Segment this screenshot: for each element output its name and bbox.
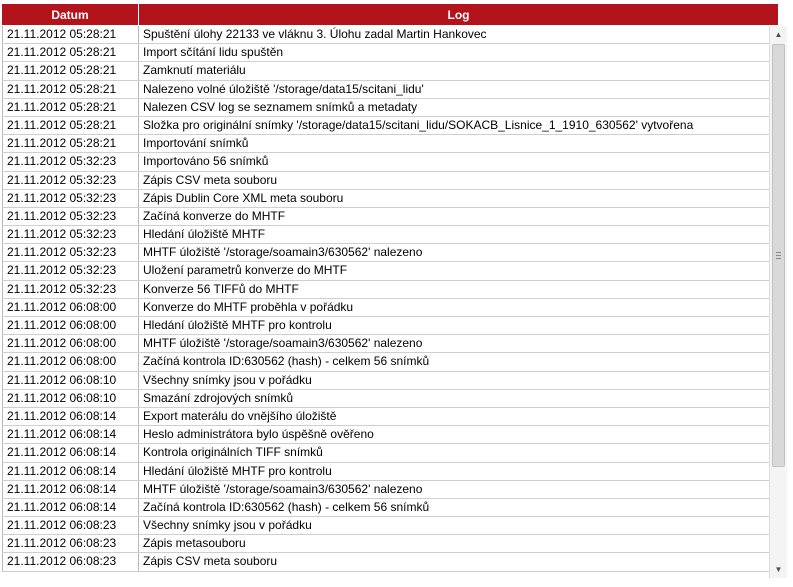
cell-date: 21.11.2012 05:28:21 (2, 44, 139, 61)
table-row (2, 553, 778, 571)
table-row (2, 317, 778, 335)
table-row (2, 117, 778, 135)
cell-log: Začíná konverze do MHTF (139, 208, 778, 225)
cell-log: Všechny snímky jsou v pořádku (139, 517, 778, 534)
table-row (2, 62, 778, 80)
log-table (2, 4, 778, 578)
cell-log: Nalezeno volné úložiště '/storage/data15/scitani_lidu' (139, 81, 778, 98)
cell-date: 21.11.2012 06:08:00 (2, 317, 139, 334)
table-row (2, 262, 778, 280)
table-row (2, 535, 778, 553)
grip-lines-icon (776, 252, 781, 259)
table-row (2, 244, 778, 262)
cell-log: Konverze 56 TIFFů do MHTF (139, 281, 778, 298)
cell-log: Uložení parametrů konverze do MHTF (139, 262, 778, 279)
cell-date: 21.11.2012 06:08:14 (2, 463, 139, 480)
cell-log: Hledání úložiště MHTF pro kontrolu (139, 463, 778, 480)
cell-log: Složka pro originální snímky '/storage/data15/scitani_lidu/SOKACB_Lisnice_1_1910_630562' vytvořena (139, 117, 778, 134)
cell-date: 21.11.2012 05:28:21 (2, 99, 139, 116)
cell-date: 21.11.2012 05:32:23 (2, 190, 139, 207)
table-row (2, 172, 778, 190)
cell-date: 21.11.2012 05:28:21 (2, 135, 139, 152)
cell-log: Zamknutí materiálu (139, 62, 778, 79)
table-row (2, 135, 778, 153)
cell-log: Kontrola originálních TIFF snímků (139, 444, 778, 461)
table-row (2, 226, 778, 244)
table-row (2, 499, 778, 517)
cell-date: 21.11.2012 06:08:23 (2, 535, 139, 552)
table-row (2, 190, 778, 208)
cell-date: 21.11.2012 06:08:14 (2, 426, 139, 443)
cell-date: 21.11.2012 05:28:21 (2, 62, 139, 79)
cell-log: Heslo administrátora bylo úspěšně ověřeno (139, 426, 778, 443)
arrow-up-icon[interactable]: ▲ (774, 30, 783, 39)
arrow-down-icon[interactable]: ▼ (774, 565, 783, 574)
cell-date: 21.11.2012 05:32:23 (2, 208, 139, 225)
cell-date: 21.11.2012 06:08:14 (2, 444, 139, 461)
table-row (2, 335, 778, 353)
cell-log: Importováno 56 snímků (139, 153, 778, 170)
cell-date: 21.11.2012 06:08:10 (2, 372, 139, 389)
vertical-scrollbar[interactable] (769, 26, 787, 578)
cell-date: 21.11.2012 06:08:10 (2, 390, 139, 407)
table-row (2, 426, 778, 444)
table-row (2, 390, 778, 408)
cell-log: MHTF úložiště '/storage/soamain3/630562' nalezeno (139, 244, 778, 261)
cell-log: Spuštění úlohy 22133 ve vláknu 3. Úlohu zadal Martin Hankovec (139, 26, 778, 43)
cell-log: Export materálu do vnějšího úložiště (139, 408, 778, 425)
cell-log: Hledání úložiště MHTF (139, 226, 778, 243)
cell-date: 21.11.2012 06:08:14 (2, 408, 139, 425)
cell-date: 21.11.2012 06:08:00 (2, 335, 139, 352)
cell-date: 21.11.2012 06:08:23 (2, 553, 139, 570)
cell-log: Všechny snímky jsou v pořádku (139, 372, 778, 389)
cell-date: 21.11.2012 05:28:21 (2, 117, 139, 134)
cell-date: 21.11.2012 05:28:21 (2, 81, 139, 98)
cell-log: Import sčítání lidu spuštěn (139, 44, 778, 61)
column-header-log[interactable]: Log (139, 4, 778, 25)
cell-date: 21.11.2012 05:32:23 (2, 244, 139, 261)
cell-log: Hledání úložiště MHTF pro kontrolu (139, 317, 778, 334)
cell-log: Začíná kontrola ID:630562 (hash) - celkem 56 snímků (139, 499, 778, 516)
cell-log: Zápis Dublin Core XML meta souboru (139, 190, 778, 207)
cell-date: 21.11.2012 06:08:00 (2, 299, 139, 316)
cell-date: 21.11.2012 06:08:14 (2, 499, 139, 516)
column-header-date[interactable]: Datum (2, 4, 139, 25)
cell-log: Zápis CSV meta souboru (139, 553, 778, 570)
table-row (2, 299, 778, 317)
table-row (2, 44, 778, 62)
table-row (2, 517, 778, 535)
cell-log: Zápis CSV meta souboru (139, 172, 778, 189)
cell-date: 21.11.2012 06:08:14 (2, 481, 139, 498)
cell-date: 21.11.2012 05:32:23 (2, 226, 139, 243)
cell-date: 21.11.2012 05:32:23 (2, 153, 139, 170)
table-header (2, 4, 778, 25)
cell-log: Importování snímků (139, 135, 778, 152)
cell-date: 21.11.2012 05:28:21 (2, 26, 139, 43)
cell-log: Nalezen CSV log se seznamem snímků a metadaty (139, 99, 778, 116)
table-row (2, 372, 778, 390)
scrollbar-thumb[interactable] (772, 44, 785, 467)
cell-log: Konverze do MHTF proběhla v pořádku (139, 299, 778, 316)
table-row (2, 481, 778, 499)
table-row (2, 81, 778, 99)
table-row (2, 408, 778, 426)
cell-date: 21.11.2012 05:32:23 (2, 281, 139, 298)
table-row (2, 444, 778, 462)
table-row (2, 26, 778, 44)
table-row (2, 208, 778, 226)
table-row (2, 353, 778, 371)
cell-date: 21.11.2012 06:08:23 (2, 517, 139, 534)
table-row (2, 281, 778, 299)
cell-log: Zápis metasouboru (139, 535, 778, 552)
table-row (2, 463, 778, 481)
cell-date: 21.11.2012 05:32:23 (2, 262, 139, 279)
cell-log: MHTF úložiště '/storage/soamain3/630562' nalezeno (139, 481, 778, 498)
table-row (2, 153, 778, 171)
cell-log: Začíná kontrola ID:630562 (hash) - celkem 56 snímků (139, 353, 778, 370)
table-body (2, 26, 778, 578)
cell-log: Smazání zdrojových snímků (139, 390, 778, 407)
cell-date: 21.11.2012 06:08:00 (2, 353, 139, 370)
table-row (2, 99, 778, 117)
cell-date: 21.11.2012 05:32:23 (2, 172, 139, 189)
cell-log: MHTF úložiště '/storage/soamain3/630562' nalezeno (139, 335, 778, 352)
